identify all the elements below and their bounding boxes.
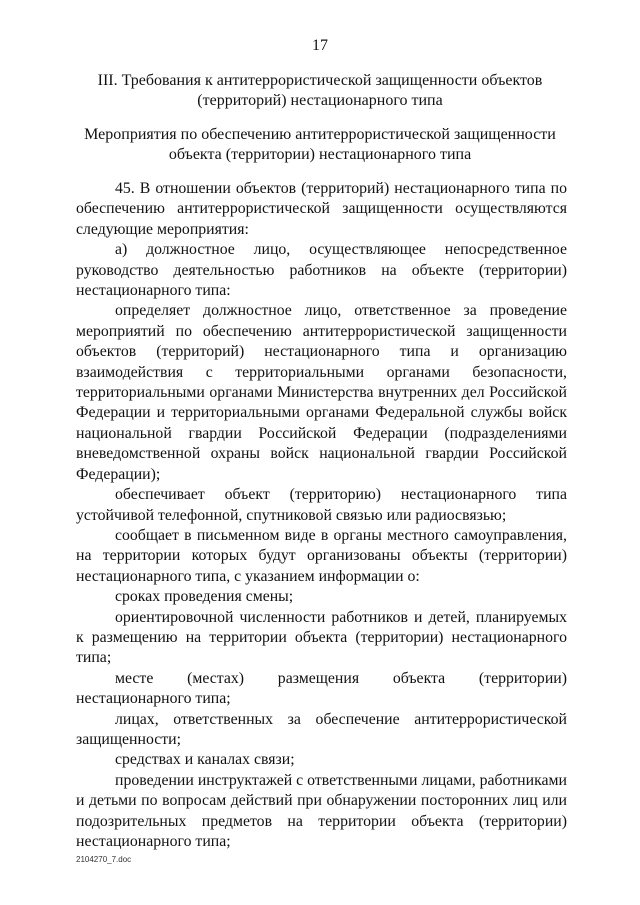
document-body [76, 179, 567, 852]
paragraph-45: 45. В отношении объектов (территорий) нестационарного типа по обеспечению антитеррористической защищенности осуществляются следующие мероприятия: [76, 180, 567, 238]
paragraph-designates-official: определяет должностное лицо, ответственное за проведение мероприятий по обеспечению антитеррористической защищенности объектов (территорий) нестационарного типа и организацию взаимодействия с территориальными органами безопасности, территориальными органами Министерства внутренних дел Российской Федерации и территориальными органами Федеральной службы войск национальной гвардии Российской Федерации (подразделениями вневедомственной охраны войск национальной гвардии Российской Федерации); [76, 302, 567, 483]
paragraph-communication-means: средствах и каналах связи; [115, 751, 295, 769]
paragraph-provides-communication: обеспечивает объект (территорию) нестационарного типа устойчивой телефонной, спутниковой связью или радиосвязью; [76, 486, 567, 524]
paragraph-item-a: а) должностное лицо, осуществляющее непосредственное руководство деятельностью работников на объекте (территории) нестационарного типа: [76, 241, 567, 300]
section-title: III. Требования к антитеррористической защищенности объектов (территорий) нестационарного типа [97, 72, 543, 109]
paragraph-responsible-persons: лицах, ответственных за обеспечение антитеррористической защищенности; [76, 710, 567, 748]
paragraph-location: месте (местах) размещения объекта (территории) нестационарного типа; [76, 669, 567, 708]
page-number: 17 [312, 37, 328, 54]
subsection-title: Мероприятия по обеспечению антитеррористической защищенности объекта (территории) нестационарного типа [84, 126, 556, 163]
footer-document-code: 2104270_7.doc [76, 855, 132, 864]
paragraph-briefings: проведении инструктажей с ответственными лицами, работниками и детьми по вопросам действий при обнаружении посторонних лиц или подозрительных предметов на территории объекта (территории) нестационарного типа; [76, 771, 567, 850]
paragraph-reports-in-writing: сообщает в письменном виде в органы местного самоуправления, на территории которых будут организованы объекты (территории) нестационарного типа, с указанием информации о: [76, 526, 567, 585]
paragraph-headcount: ориентировочной численности работников и детей, планируемых к размещению на территории объекта (территории) нестационарного типа; [76, 608, 567, 667]
paragraph-shift-dates: сроках проведения смены; [115, 588, 294, 606]
